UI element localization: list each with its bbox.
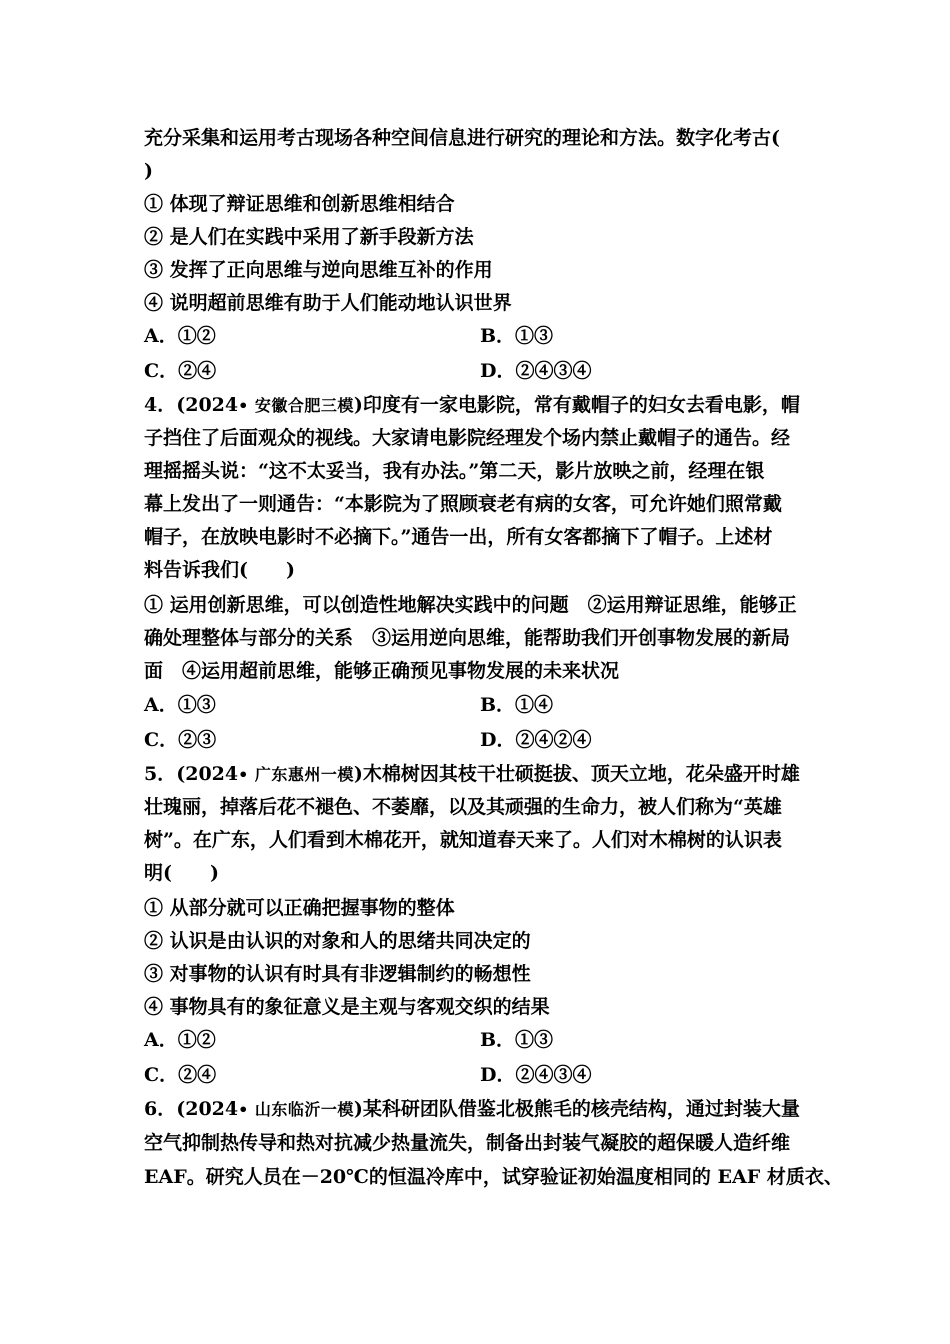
q4-option-a: A．①③: [144, 694, 216, 716]
q4-statement-line: 面 ④运用超前思维，能够正确预见事物发展的未来状况: [144, 660, 620, 682]
q4-year: (2024: [176, 394, 239, 416]
q5-option-c: C．②④: [144, 1064, 217, 1086]
q6-number: 6．: [144, 1098, 177, 1120]
q5-stem-first-line: [144, 761, 800, 788]
q6-stem-first-line: [144, 1096, 800, 1123]
q6-year: (2024: [176, 1098, 239, 1120]
q5-year: (2024: [176, 763, 239, 785]
q5-stem-line: 树”。在广东，人们看到木棉花开，就知道春天来了。人们对木棉树的认识表: [144, 829, 782, 851]
q3-statement: ③ 发挥了正向思维与逆向思维互补的作用: [144, 259, 493, 281]
q6-stem-line: 空气抑制热传导和热对抗减少热量流失，制备出封装气凝胶的超保暖人造纤维: [144, 1132, 791, 1154]
q4-stem-line: 理摇摇头说：“这不太妥当，我有办法。”第二天，影片放映之前，经理在银: [144, 460, 765, 482]
q5-option-b: B．①③: [480, 1029, 554, 1051]
q3-option-a: A．①②: [144, 325, 216, 347]
q5-source: • 广东惠州一模: [238, 765, 354, 784]
q5-stem-text: )木棉树因其枝干壮硕挺拔、顶天立地，花朵盛开时雄: [353, 763, 800, 785]
q3-statement: ④ 说明超前思维有助于人们能动地认识世界: [144, 292, 512, 314]
q4-stem-line: 幕上发出了一则通告：“本影院为了照顾衰老有病的女客，可允许她们照常戴: [144, 493, 782, 515]
q4-source: • 安徽合肥三模: [238, 396, 354, 415]
q3-option-b: B．①③: [480, 325, 554, 347]
q6-source: • 山东临沂一模: [238, 1100, 354, 1119]
q5-statement: ④ 事物具有的象征意义是主观与客观交织的结果: [144, 996, 550, 1018]
q5-stem-line: 明( ): [144, 862, 219, 884]
q4-statement-line: 确处理整体与部分的关系 ③运用逆向思维，能帮助我们开创事物发展的新局: [144, 627, 791, 649]
q5-option-d: D．②④③④: [480, 1064, 592, 1086]
q5-stem-line: 壮瑰丽，掉落后花不褪色、不萎靡，以及其顽强的生命力，被人们称为“英雄: [144, 796, 782, 818]
q4-stem-line: 帽子，在放映电影时不必摘下。”通告一出，所有女客都摘下了帽子。上述材: [144, 526, 773, 548]
q4-stem-line: 料告诉我们( ): [144, 559, 295, 581]
q5-statement: ② 认识是由认识的对象和人的思绪共同决定的: [144, 930, 531, 952]
q4-stem-line: 子挡住了后面观众的视线。大家请电影院经理发个场内禁止戴帽子的通告。经: [144, 427, 791, 449]
q4-option-c: C．②③: [144, 729, 217, 751]
q5-statement: ③ 对事物的认识有时具有非逻辑制约的畅想性: [144, 963, 531, 985]
q4-number: 4．: [144, 394, 177, 416]
q4-option-d: D．②④②④: [480, 729, 592, 751]
q6-stem-line: EAF。研究人员在－20℃的恒温冷库中，试穿验证初始温度相同的 EAF 材质衣、: [144, 1166, 843, 1188]
q4-stem-first-line: [144, 392, 800, 419]
q3-stem-line: 充分采集和运用考古现场各种空间信息进行研究的理论和方法。数字化考古(: [144, 127, 780, 149]
q3-stem-line: ): [144, 160, 153, 182]
q5-number: 5．: [144, 763, 177, 785]
q3-statement: ① 体现了辩证思维和创新思维相结合: [144, 193, 455, 215]
q4-stem-text: )印度有一家电影院，常有戴帽子的妇女去看电影，帽: [353, 394, 800, 416]
q3-option-d: D．②④③④: [480, 360, 592, 382]
q3-option-c: C．②④: [144, 360, 217, 382]
q5-option-a: A．①②: [144, 1029, 216, 1051]
q4-option-b: B．①④: [480, 694, 554, 716]
q3-statement: ② 是人们在实践中采用了新手段新方法: [144, 226, 474, 248]
q4-statement-line: ① 运用创新思维，可以创造性地解决实践中的问题 ②运用辩证思维，能够正: [144, 594, 797, 616]
q5-statement: ① 从部分就可以正确把握事物的整体: [144, 897, 455, 919]
q6-stem-text: )某科研团队借鉴北极熊毛的核壳结构，通过封装大量: [353, 1098, 800, 1120]
